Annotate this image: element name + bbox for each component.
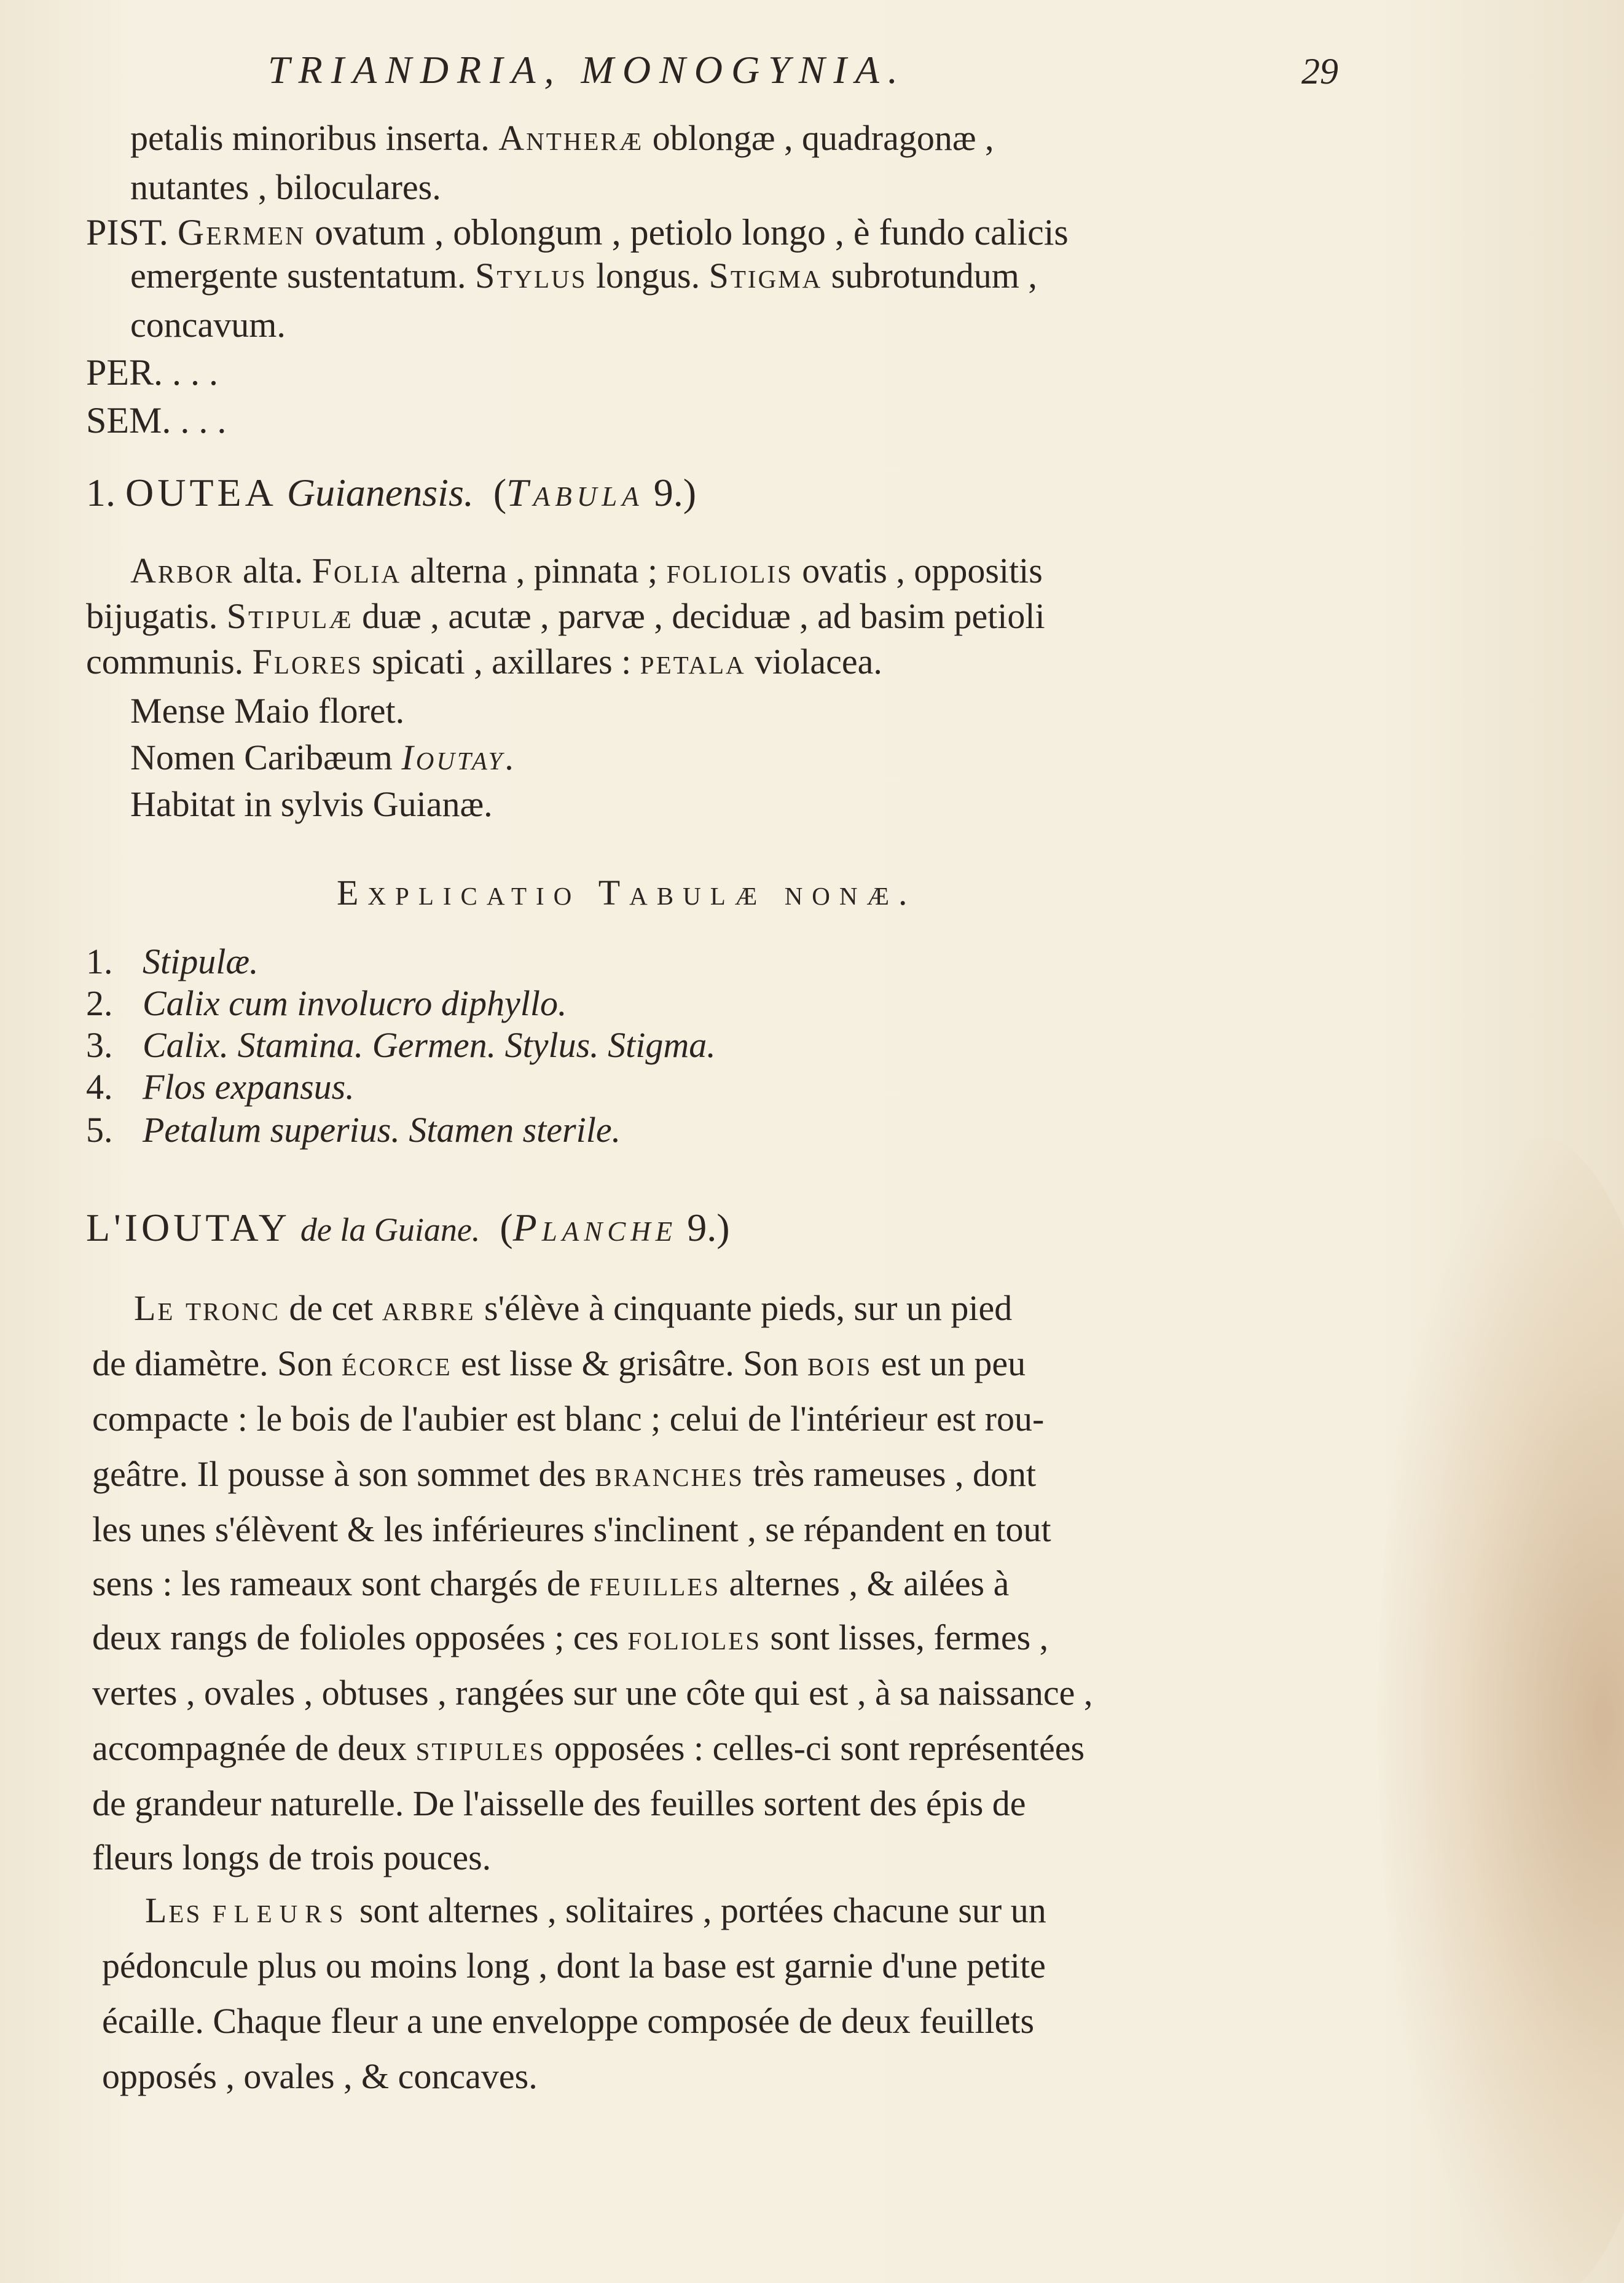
- text-line: petalis minoribus inserta. Antheræ oblongæ , quadragonæ ,: [130, 118, 994, 158]
- species-heading: 1. OUTEA Guianensis. (Tabula 9.): [86, 471, 697, 514]
- text-line: Le tronc de cet arbre s'élève à cinquante pieds, sur un pied: [134, 1288, 1013, 1328]
- french-heading: L'IOUTAY de la Guiane. (Planche 9.): [86, 1206, 730, 1249]
- page-number: 29: [1301, 51, 1338, 92]
- text-line: Mense Maio floret.: [130, 691, 405, 731]
- list-item: 4. Flos expansus.: [86, 1067, 355, 1107]
- text-line: vertes , ovales , obtuses , rangées sur une côte qui est , à sa naissance ,: [92, 1673, 1093, 1713]
- text-line: accompagnée de deux stipules opposées : celles-ci sont représentées: [92, 1728, 1085, 1768]
- text-line: sens : les rameaux sont chargés de feuilles alternes , & ailées à: [92, 1563, 1010, 1603]
- text-line: nutantes , biloculares.: [130, 167, 441, 207]
- text-line: emergente sustentatum. Stylus longus. Stigma subrotundum ,: [130, 256, 1037, 296]
- text-line: pédoncule plus ou moins long , dont la base est garnie d'une petite: [102, 1946, 1046, 1986]
- text-line: fleurs longs de trois pouces.: [92, 1837, 492, 1877]
- text-line: Habitat in sylvis Guianæ.: [130, 784, 493, 824]
- text-line: concavum.: [130, 305, 286, 345]
- text-line: écaille. Chaque fleur a une enveloppe composée de deux feuillets: [102, 2001, 1035, 2041]
- running-title: TRIANDRIA, MONOGYNIA.: [268, 48, 906, 92]
- list-item: 5. Petalum superius. Stamen sterile.: [86, 1110, 621, 1150]
- explicatio-title: Explicatio Tabulæ nonæ.: [337, 873, 917, 913]
- text-line: de diamètre. Son écorce est lisse & grisâtre. Son bois est un peu: [92, 1343, 1026, 1383]
- text-line: communis. Flores spicati , axillares : petala violacea.: [86, 642, 882, 682]
- water-stain: [1378, 1137, 1624, 2283]
- text-line: compacte : le bois de l'aubier est blanc ; celui de l'intérieur est rou-: [92, 1399, 1045, 1439]
- text-line: PIST. Germen ovatum , oblongum , petiolo longo , è fundo calicis: [86, 212, 1069, 253]
- text-line: deux rangs de folioles opposées ; ces folioles sont lisses, fermes ,: [92, 1617, 1049, 1657]
- text-line: de grandeur naturelle. De l'aisselle des feuilles sortent des épis de: [92, 1783, 1026, 1823]
- text-line: Arbor alta. Folia alterna , pinnata ; foliolis ovatis , oppositis: [130, 551, 1043, 591]
- list-item: 3. Calix. Stamina. Germen. Stylus. Stigma.: [86, 1025, 716, 1065]
- text-line: geâtre. Il pousse à son sommet des branches très rameuses , dont: [92, 1454, 1037, 1494]
- text-line: bijugatis. Stipulæ duæ , acutæ , parvæ , deciduæ , ad basim petioli: [86, 596, 1045, 636]
- list-item: 2. Calix cum involucro diphyllo.: [86, 983, 567, 1023]
- text-line: Nomen Caribæum Ioutay.: [130, 737, 514, 777]
- text-line: SEM. . . .: [86, 400, 227, 441]
- text-line: PER. . . .: [86, 352, 219, 393]
- list-item: 1. Stipulæ.: [86, 941, 259, 981]
- text-line: opposés , ovales , & concaves.: [102, 2056, 538, 2096]
- text-line: Les fleurs sont alternes , solitaires , portées chacune sur un: [145, 1890, 1046, 1930]
- text-line: les unes s'élèvent & les inférieures s'inclinent , se répandent en tout: [92, 1509, 1051, 1549]
